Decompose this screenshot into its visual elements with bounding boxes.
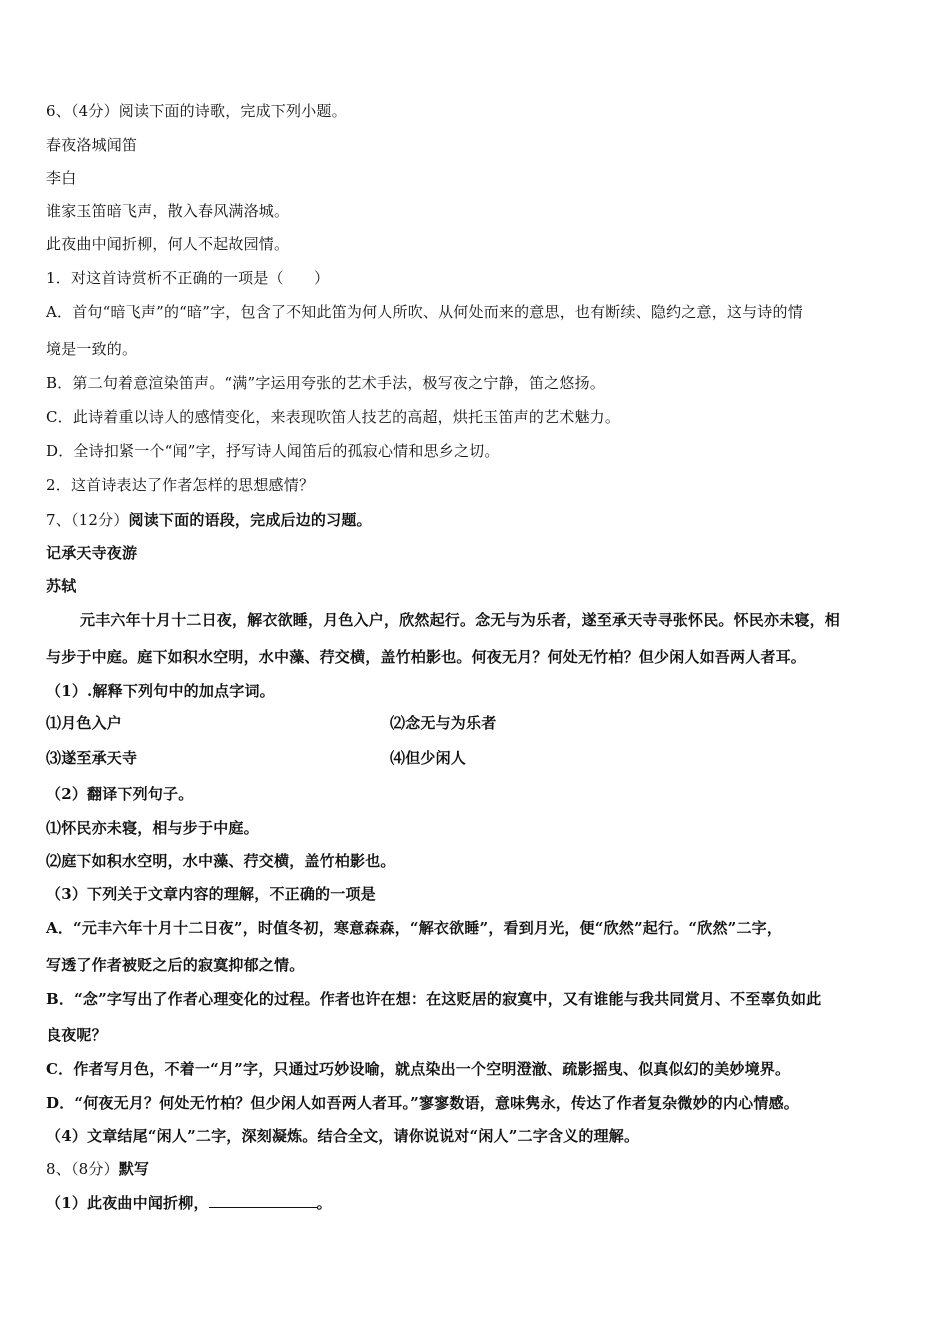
q6-header: 6、（4分）阅读下面的诗歌，完成下列小题。 — [46, 102, 347, 120]
q7-word-4: ⑷但少闲人 — [390, 749, 467, 767]
q6-option-b: B．第二句着意渲染笛声。“满”字运用夸张的艺术手法，极写夜之宁静，笛之悠扬。 — [46, 374, 605, 392]
q8-header-num: 8、（8分） — [46, 1160, 119, 1178]
q7-passage-line: 与步于中庭。庭下如积水空明，水中藻、荇交横，盖竹柏影也。何夜无月？何处无竹柏？但少闲人如吾两人者耳。 — [46, 648, 807, 666]
answer-blank[interactable] — [209, 1193, 317, 1208]
q7-header-text: 阅读下面的语段，完成后边的习题。 — [128, 511, 372, 529]
q6-poet: 李白 — [46, 169, 77, 187]
q7-option-c: C．作者写月色，不着一“月”字，只通过巧妙设喻，就点染出一个空明澄澈、疏影摇曳、似真似幻的美妙境界。 — [46, 1060, 791, 1078]
q7-part1: （1）.解释下列句中的加点字词。 — [46, 682, 275, 700]
q7-author: 苏轼 — [46, 577, 77, 595]
q8-item-1-prefix: （1）此夜曲中闻折柳， — [46, 1194, 209, 1212]
q8-item-1-suffix: 。 — [316, 1194, 332, 1212]
q7-option-d: D．“何夜无月？何处无竹柏？但少闲人如吾两人者耳。”寥寥数语，意味隽永，传达了作者复杂微妙的内心情感。 — [46, 1094, 799, 1112]
q6-option-a-cont: 境是一致的。 — [46, 340, 138, 358]
q8-item-1 — [46, 1193, 332, 1213]
q7-word-3: ⑶遂至承天寺 — [46, 749, 138, 767]
q8-header — [46, 1159, 149, 1179]
q7-translate-1: ⑴怀民亦未寝，相与步于中庭。 — [46, 819, 259, 837]
q7-option-b-cont: 良夜呢？ — [46, 1026, 107, 1044]
q6-option-c: C．此诗着重以诗人的感情变化，来表现吹笛人技艺的高超，烘托玉笛声的艺术魅力。 — [46, 408, 621, 426]
q6-poem-line: 谁家玉笛暗飞声，散入春风满洛城。 — [46, 202, 290, 220]
q7-option-a: A．“元丰六年十月十二日夜”，时值冬初，寒意森森，“解衣欲睡”，看到月光，便“欣然”起行。“欣然”二字， — [46, 919, 783, 937]
q7-word-1: ⑴月色入户 — [46, 714, 123, 732]
q7-header-num: 7、（12分） — [46, 511, 129, 529]
q7-header — [46, 510, 372, 530]
q6-option-a: A．首句“暗飞声”的“暗”字，包含了不知此笛为何人所吹、从何处而来的意思，也有断续、隐约之意，这与诗的情 — [46, 303, 803, 321]
q6-poem-line: 此夜曲中闻折柳，何人不起故园情。 — [46, 235, 290, 253]
q6-sub1: 1．对这首诗赏析不正确的一项是（ ） — [46, 269, 330, 287]
q7-option-a-cont: 写透了作者被贬之后的寂寞抑郁之情。 — [46, 956, 305, 974]
q7-title: 记承天寺夜游 — [46, 544, 138, 562]
q7-translate-2: ⑵庭下如积水空明，水中藻、荇交横，盖竹柏影也。 — [46, 852, 396, 870]
q7-passage-line: 元丰六年十月十二日夜，解衣欲睡，月色入户，欣然起行。念无与为乐者，遂至承天寺寻张怀民。怀民亦未寝，相 — [80, 611, 841, 629]
q7-part4: （4）文章结尾“闲人”二字，深刻凝炼。结合全文，请你说说对“闲人”二字含义的理解。 — [46, 1127, 640, 1145]
q6-sub2: 2．这首诗表达了作者怎样的思想感情？ — [46, 476, 315, 494]
q6-poem-title: 春夜洛城闻笛 — [46, 136, 138, 154]
q7-part3: （3）下列关于文章内容的理解，不正确的一项是 — [46, 885, 376, 903]
q8-header-text: 默写 — [118, 1160, 150, 1178]
q7-part2: （2）翻译下列句子。 — [46, 785, 194, 803]
q7-option-b: B．“念”字写出了作者心理变化的过程。作者也许在想：在这贬居的寂寞中，又有谁能与我共同赏月、不至辜负如此 — [46, 990, 822, 1008]
q7-word-2: ⑵念无与为乐者 — [390, 714, 497, 732]
q6-option-d: D．全诗扣紧一个“闻”字，抒写诗人闻笛后的孤寂心情和思乡之切。 — [46, 442, 500, 460]
